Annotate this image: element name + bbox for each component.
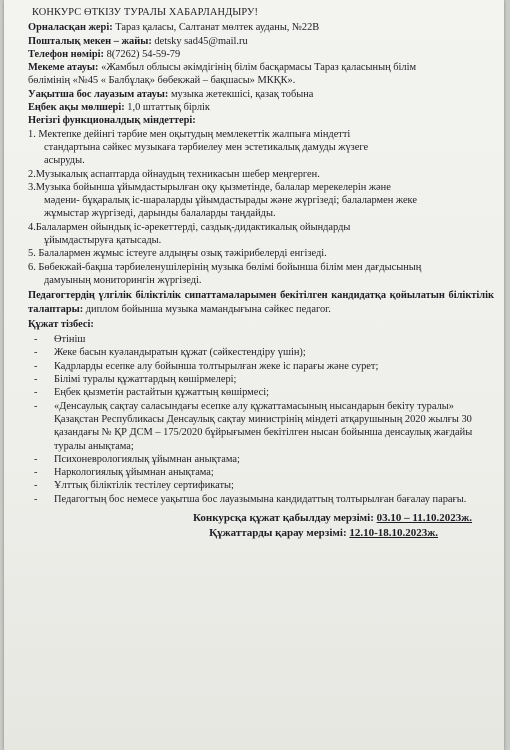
documents-list bbox=[28, 333, 494, 506]
accept-deadline-label: Конкурсқа құжат қабылдау мерзімі: bbox=[192, 511, 374, 524]
duty-item-continuation: стандартына сәйкес музыкаға тәрбиелеу мен эстетикалық дамуды жүзеге bbox=[44, 141, 369, 153]
document-item bbox=[28, 360, 494, 373]
duty-item bbox=[28, 221, 494, 248]
document-item bbox=[28, 373, 494, 386]
dash-bullet: - bbox=[34, 480, 38, 492]
dash-bullet: - bbox=[34, 467, 38, 479]
phone-line bbox=[28, 48, 494, 61]
document-item bbox=[28, 346, 494, 359]
document-item-text: Білімі туралы құжаттардың көшірмелері; bbox=[54, 374, 237, 386]
duty-item bbox=[28, 261, 494, 288]
document-item-text: Жеке басын куәландыратын құжат (сәйкестендіру үшін); bbox=[54, 347, 306, 359]
dash-bullet: - bbox=[34, 347, 38, 359]
duty-item-first-line: 6. Бөбекжай-бақша тәрбиеленушілерінің музыка бөлімі бойынша білім мен дағдысының bbox=[28, 261, 422, 273]
document-item bbox=[28, 400, 494, 453]
document-item-text: Психоневрологиялық ұйымнан анықтама; bbox=[54, 453, 240, 465]
duty-item bbox=[28, 181, 494, 221]
postal-label: Пошталық мекен – жайы: bbox=[28, 35, 152, 47]
duty-item-first-line: 2.Музыкалық аспаптарда ойнаудың техникасын шебер меңгерген. bbox=[28, 168, 320, 180]
duty-item bbox=[28, 247, 494, 260]
organization-line bbox=[28, 61, 494, 88]
document-item-text: Өтініш bbox=[54, 334, 86, 346]
review-deadline-value: 12.10-18.10.2023ж. bbox=[349, 526, 438, 539]
announcement-body bbox=[28, 6, 494, 540]
dash-bullet: - bbox=[34, 334, 38, 346]
dash-bullet: - bbox=[34, 374, 38, 386]
duties-list bbox=[28, 128, 494, 288]
requirements-label: Педагогтердің үлгілік біліктілік сипаттамаларымен бекітілген кандидатқа қойылатын біліктілік талаптары: bbox=[28, 290, 494, 315]
organization-value-1: «Жамбыл облысы әкімдігінің білім басқармасы Тараз қаласының білім bbox=[101, 62, 417, 74]
location-line bbox=[28, 21, 494, 34]
location-label: Орналасқан жері: bbox=[28, 22, 113, 34]
organization-label: Мекеме атауы: bbox=[28, 62, 99, 74]
review-deadline-label: Құжаттарды қарау мерзімі: bbox=[209, 526, 347, 539]
document-item-text: Еңбек қызметін растайтын құжаттың көшірмесі; bbox=[54, 387, 270, 399]
document-item bbox=[28, 493, 494, 506]
document-item bbox=[28, 466, 494, 479]
document-sheet bbox=[4, 0, 504, 750]
position-label: Уақытша бос лауазым атауы: bbox=[28, 88, 169, 100]
duties-heading: Негізгі функционалдық міндеттері: bbox=[28, 115, 196, 127]
dash-bullet: - bbox=[34, 400, 38, 412]
document-item bbox=[28, 479, 494, 492]
phone-value: 8(7262) 54-59-79 bbox=[106, 48, 181, 60]
duty-item-continuation: дамуының мониторингін жүргізеді. bbox=[44, 274, 202, 286]
duty-item-continuation: мәдени- бұқаралық іс-шараларды ұйымдастырады және жүргізеді; балалармен жеке bbox=[44, 195, 417, 207]
dash-bullet: - bbox=[34, 387, 38, 399]
dash-bullet: - bbox=[34, 493, 38, 505]
document-item bbox=[28, 333, 494, 346]
salary-label: Еңбек ақы мөлшері: bbox=[28, 102, 125, 114]
duty-item bbox=[28, 128, 494, 168]
duty-item-continuation: жұмыстар жүргізеді, дарынды балаларды таңдайды. bbox=[44, 208, 276, 220]
document-item-text: Кадрларды есепке алу бойынша толтырылған жеке іс парағы және сурет; bbox=[54, 360, 379, 372]
requirements-value: диплом бойынша музыка мамандығына сәйкес педагог. bbox=[83, 303, 331, 315]
salary-line bbox=[28, 101, 494, 114]
requirements-paragraph bbox=[28, 289, 494, 316]
salary-value: 1,0 штаттық бірлік bbox=[127, 102, 210, 114]
dash-bullet: - bbox=[34, 453, 38, 465]
duty-item bbox=[28, 168, 494, 181]
document-item-text: Педагогтың бос немесе уақытша бос лауазымына кандидаттың толтырылған бағалау парағы. bbox=[54, 493, 467, 505]
organization-value-2: бөлімінің «№45 « Балбұлақ» бөбекжай – бақшасы» МКҚК». bbox=[28, 75, 296, 87]
duty-item-first-line: 4.Балалармен ойындық іс-әрекеттерді, саздық-дидактикалық ойындарды bbox=[28, 221, 351, 233]
accept-deadline bbox=[28, 511, 494, 525]
document-item-text: Наркологиялық ұйымнан анықтама; bbox=[54, 467, 214, 479]
duty-item-continuation: ұйымдастыруға қатысады. bbox=[44, 235, 162, 247]
email-link[interactable]: detsky sad45@mail.ru bbox=[154, 35, 248, 47]
postal-line bbox=[28, 35, 494, 48]
position-line bbox=[28, 88, 494, 101]
document-item-text: Ұлттық біліктілік тестілеу сертификаты; bbox=[54, 480, 234, 492]
duty-item-first-line: 3.Музыка бойынша ұйымдастырылған оқу қызметінде, балалар мерекелерін және bbox=[28, 181, 391, 193]
duty-item-continuation: асыруды. bbox=[44, 155, 85, 167]
document-item bbox=[28, 453, 494, 466]
document-item bbox=[28, 386, 494, 399]
position-value: музыка жетекшісі, қазақ тобына bbox=[170, 88, 314, 100]
location-value: Тараз қаласы, Салтанат мөлтек ауданы, №22В bbox=[115, 22, 320, 34]
documents-heading: Құжат тізбесі: bbox=[28, 318, 94, 330]
dash-bullet: - bbox=[34, 360, 38, 372]
phone-label: Телефон нөмірі: bbox=[28, 48, 104, 60]
duty-item-first-line: 1. Мектепке дейінгі тәрбие мен оқытудың мемлекеттік жалпыға міндетті bbox=[28, 128, 351, 140]
review-deadline bbox=[28, 526, 494, 540]
accept-deadline-value: 03.10 – 11.10.2023ж. bbox=[376, 511, 472, 524]
duty-item-first-line: 5. Балалармен жұмыс істеуге алдыңғы озық тәжірибелерді енгізеді. bbox=[28, 248, 327, 260]
document-item-text: «Денсаулық сақтау саласындағы есепке алу құжаттамасының нысандарын бекіту туралы» Қазақстан Республикасы Денсаулық сақтау министрінің міндеті атқарушының 2020 жылғы 30 қазандағы № ҚР ДСМ – 175/2020 бұйрығымен бекітілген нысан бойынша денсаулық жағдайы туралы анықтама; bbox=[54, 400, 473, 452]
announcement-title: КОНКУРС ӨТКІЗУ ТУРАЛЫ ХАБАРЛАНДЫРУ! bbox=[32, 7, 259, 18]
